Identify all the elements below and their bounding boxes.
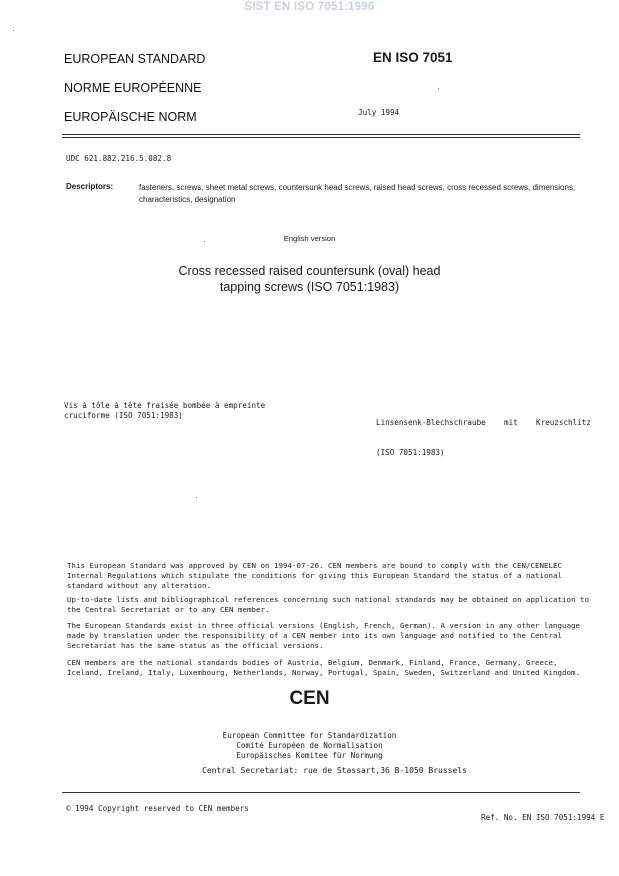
scan-speck (13, 30, 14, 31)
scan-speck (438, 88, 439, 89)
document-title (0, 263, 619, 295)
header-norme-europeenne: NORME EUROPÉENNE (64, 81, 202, 95)
title-line-1: Cross recessed raised countersunk (oval) head (178, 264, 441, 278)
versions-paragraph: The European Standards exist in three official versions (English, French, German). A version in any other language made by translation under the responsibility of a CEN member into its own language and notified to the Central Secretariat has the same status as the official versions. (67, 621, 580, 650)
header-rule-top (62, 134, 580, 135)
copyright: © 1994 Copyright reserved to CEN members (66, 804, 249, 813)
footer-rule (62, 792, 580, 793)
cen-name-fr: Comité Européen de Normalisation (236, 741, 383, 750)
watermark: SIST EN ISO 7051:1996 (244, 1, 375, 13)
cen-name-de: Europäisches Komitee für Normung (236, 751, 383, 760)
german-title-line-2: (ISO 7051:1983) (376, 448, 445, 457)
french-title-line-2: cruciforme (ISO 7051:1983) (64, 411, 183, 420)
title-line-2: tapping screws (ISO 7051:1983) (219, 280, 400, 294)
cen-name-en: European Committee for Standardization (222, 731, 397, 740)
header-european-standard: EUROPEAN STANDARD (64, 52, 206, 66)
scan-speck (196, 497, 197, 498)
cen-names (0, 731, 619, 761)
descriptors-label: Descriptors: (66, 182, 114, 191)
header-europaische-norm: EUROPÄISCHE NORM (64, 110, 197, 124)
members-paragraph: CEN members are the national standards bodies of Austria, Belgium, Denmark, Finland, France, Germany, Greece, Iceland, Ireland, Italy, Luxembourg, Netherlands, Norway, Portugal, Spain, Sweden, Switzerland and United Kingdom. (67, 658, 580, 677)
version-label: English version (283, 234, 336, 243)
german-title-line-1: Linsensenk-Blechschraube mit Kreuzschlitz (376, 418, 591, 427)
descriptors-text: fasteners, screws, sheet metal screws, countersunk head screws, raised head screws, cross recessed screws, dimensions, characteristics, designation (139, 183, 576, 204)
scan-speck (204, 241, 205, 242)
udc-code: UDC 621.882.216.5.082.8 (66, 154, 172, 163)
french-title (64, 401, 265, 421)
header-rule-bottom (62, 137, 580, 138)
german-title (376, 398, 591, 468)
references-paragraph: Up-to-date lists and bibliographical references concerning such national standards may be obtained on application to the Central Secretariat or to any CEN member. (67, 595, 589, 614)
publication-date: July 1994 (358, 108, 400, 117)
central-secretariat: Central Secretariat: rue de Stassart,36 B-1050 Brussels (202, 766, 467, 775)
standard-number: EN ISO 7051 (373, 50, 453, 65)
french-title-line-1: Vis à tôle à tête fraisée bombée à empreinte (64, 401, 266, 410)
reference-number: Ref. No. EN ISO 7051:1994 E (481, 813, 605, 822)
cen-acronym: CEN (289, 688, 330, 709)
approval-paragraph: This European Standard was approved by CEN on 1994-07-26. CEN members are bound to comply with the CEN/CENELEC Internal Regulations which stipulate the conditions for giving this European Standard the status of a national standard without any alteration. (67, 561, 562, 590)
